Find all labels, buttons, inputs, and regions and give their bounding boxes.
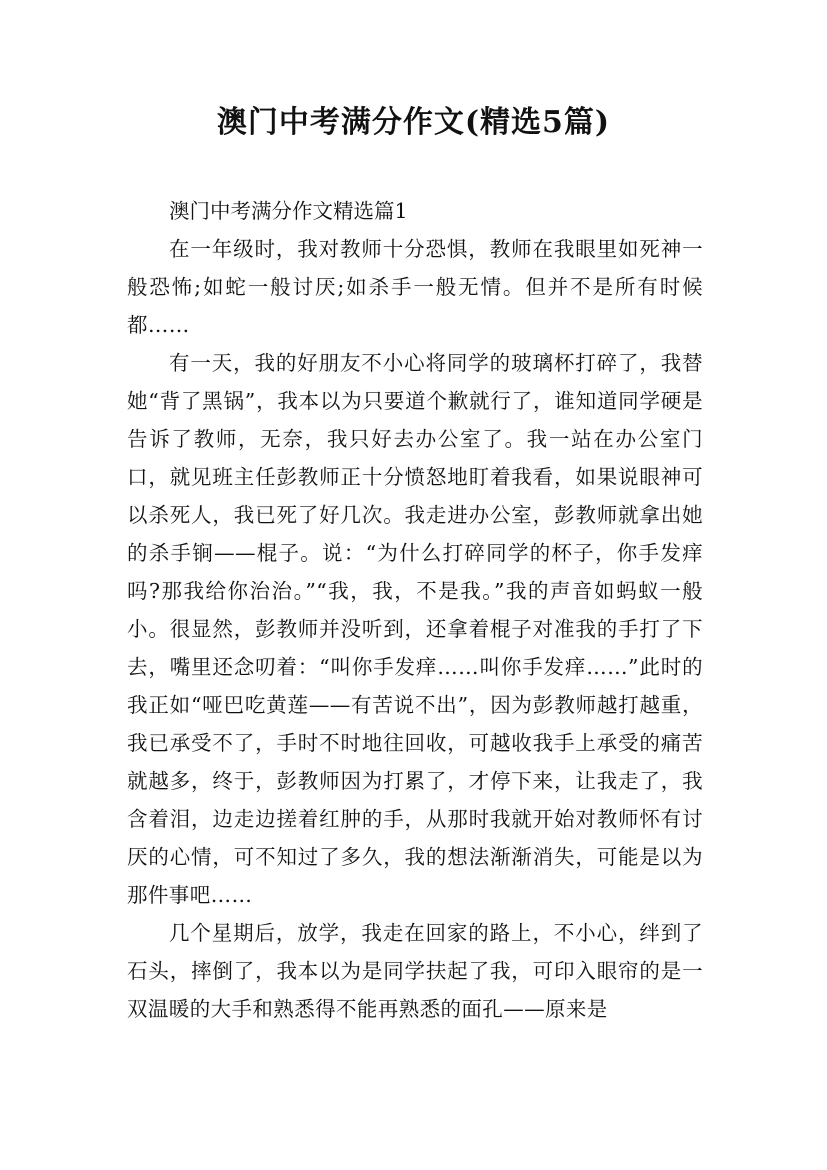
- paragraph-2: 有一天，我的好朋友不小心将同学的玻璃杯打碎了，我替她“背了黑锅”，我本以为只要道个歉就行了，谁知道同学硬是告诉了教师，无奈，我只好去办公室了。我一站在办公室门口，就见班主任彭教师正十分愤怒地盯着我看，如果说眼神可以杀死人，我已死了好几次。我走进办公室，彭教师就拿出她的杀手锏——棍子。说：“为什么打碎同学的杯子，你手发痒吗?那我给你治治。”“我，我，不是我。”我的声音如蚂蚁一般小。很显然，彭教师并没听到，还拿着棍子对准我的手打了下去，嘴里还念叨着：“叫你手发痒……叫你手发痒……”此时的我正如“哑巴吃黄莲——有苦说不出”，因为彭教师越打越重，我已承受不了，手时不时地往回收，可越收我手上承受的痛苦就越多，终于，彭教师因为打累了，才停下来，让我走了，我含着泪，边走边搓着红肿的手，从那时我就开始对教师怀有讨厌的心情，可不知过了多久，我的想法渐渐消失，可能是以为那件事吧……: [127, 351, 703, 907]
- document-title: 澳门中考满分作文(精选5篇): [216, 105, 611, 140]
- paragraph-1: 在一年级时，我对教师十分恐惧，教师在我眼里如死神一般恐怖;如蛇一般讨厌;如杀手一般无情。但并不是所有时候都……: [127, 237, 703, 337]
- section-heading: 澳门中考满分作文精选篇1: [169, 199, 408, 223]
- document-body: [127, 192, 703, 1028]
- paragraph-3: 几个星期后，放学，我走在回家的路上，不小心，绊到了石头，摔倒了，我本以为是同学扶起了我，可印入眼帘的是一双温暖的大手和熟悉得不能再熟悉的面孔——原来是: [127, 921, 703, 1021]
